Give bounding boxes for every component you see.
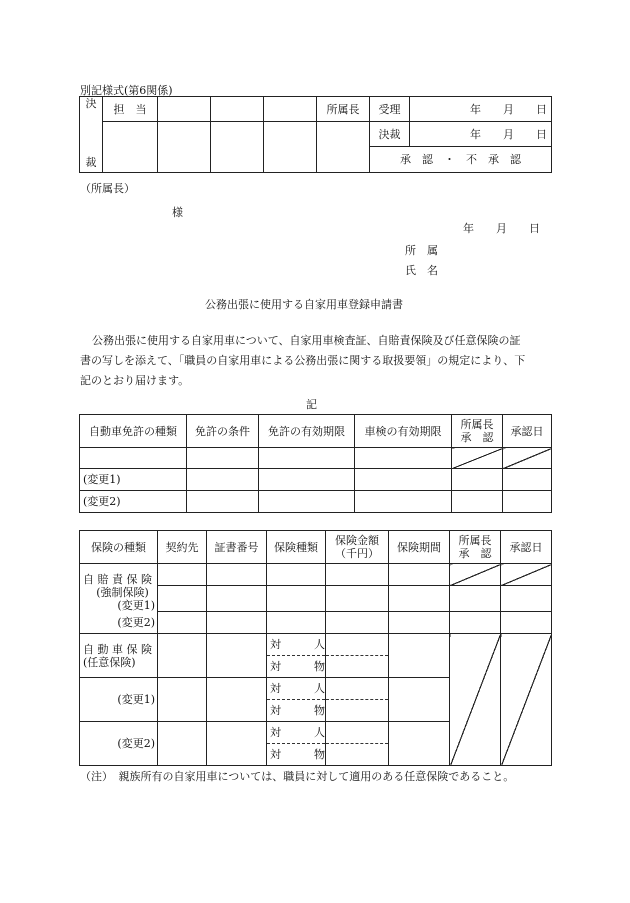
taijin-amount	[326, 722, 389, 744]
table-cell	[389, 564, 450, 586]
header-amount-unit: （千円）	[335, 547, 379, 560]
approval-stamp	[211, 122, 264, 173]
body-line-3: 記のとおり届けます。	[80, 374, 190, 387]
header-license-expiry: 免許の有効期限	[259, 415, 355, 448]
header-license-condition: 免許の条件	[187, 415, 259, 448]
form-label: 別記様式(第6関係)	[80, 84, 173, 97]
taijin-amount	[326, 634, 389, 656]
header-amount-label: 保険金額	[335, 534, 379, 547]
table-cell	[501, 586, 552, 612]
header-shonin-date: 承認日	[501, 531, 552, 564]
shozoku-label: 所 属	[405, 244, 438, 257]
body-line-2: 書の写しを添えて、「職員の自家用車による公務出張に関する取扱要領」の規定により、下	[80, 354, 526, 367]
addressee-sama: 様	[172, 206, 183, 219]
table-cell	[452, 469, 503, 491]
table-cell	[207, 586, 267, 612]
table-cell	[207, 564, 267, 586]
table-cell	[207, 678, 267, 722]
tanto-stamp	[103, 122, 158, 173]
taijin-amount	[326, 678, 389, 700]
taibutsu-amount	[326, 656, 389, 678]
taibutsu-label: 対 物	[267, 744, 326, 766]
table-cell	[389, 612, 450, 634]
approval-stamp	[158, 122, 211, 173]
jidosha-label	[80, 634, 158, 678]
header-inspection-expiry: 車検の有効期限	[355, 415, 452, 448]
table-cell	[207, 612, 267, 634]
license-row-label	[80, 448, 187, 469]
diagonal-cell	[450, 634, 501, 766]
juri-label: 受理	[370, 97, 410, 122]
table-cell	[259, 469, 355, 491]
header-insurance-type: 保険の種類	[80, 531, 158, 564]
taibutsu-label: 対 物	[267, 700, 326, 722]
header-license-type: 自動車免許の種類	[80, 415, 187, 448]
juri-date: 年 月 日	[410, 97, 552, 122]
diagonal-cell	[452, 448, 503, 469]
table-cell	[501, 612, 552, 634]
diagonal-cell	[503, 448, 552, 469]
table-cell	[158, 678, 207, 722]
table-cell	[326, 586, 389, 612]
jibaiseki-henko1: (変更1)	[117, 598, 155, 612]
header-shozokucho-shonin	[450, 531, 501, 564]
jidosha-henko1: (変更1)	[80, 678, 158, 722]
header-shonin: 承 認	[460, 431, 494, 444]
diagonal-cell	[501, 634, 552, 766]
table-cell	[389, 678, 450, 722]
taijin-label: 対 人	[267, 722, 326, 744]
table-cell	[187, 469, 259, 491]
shozokucho-label: 所属長	[317, 97, 370, 122]
jibaiseki-kyosei: (強制保険)	[96, 585, 149, 599]
header-shozokucho-shonin	[452, 415, 503, 448]
kessai-label: 決裁	[370, 122, 410, 147]
license-row-label: (変更2)	[80, 491, 187, 513]
jibaiseki-label-1: 自 賠 責 保 険	[80, 564, 158, 586]
table-cell	[259, 491, 355, 513]
table-cell	[207, 722, 267, 766]
table-cell	[187, 491, 259, 513]
taijin-label: 対 人	[267, 678, 326, 700]
kessai-date: 年 月 日	[410, 122, 552, 147]
header-shozokucho: 所属長	[460, 418, 494, 431]
table-cell	[355, 491, 452, 513]
taibutsu-amount	[326, 700, 389, 722]
table-cell	[503, 469, 552, 491]
header-insurance-period: 保険期間	[389, 531, 450, 564]
table-cell	[452, 491, 503, 513]
tanto-label: 担 当	[103, 97, 158, 122]
table-cell	[389, 722, 450, 766]
table-cell	[267, 586, 326, 612]
approval-cell	[264, 97, 317, 122]
license-table	[79, 414, 552, 513]
jidosha-henko2: (変更2)	[80, 722, 158, 766]
jidosha-label-1: 自 動 車 保 険	[83, 642, 152, 656]
footnote: （注） 親族所有の自家用車については、職員に対して適用のある任意保険であること。	[80, 770, 515, 783]
table-cell	[450, 612, 501, 634]
diagonal-cell	[450, 564, 501, 586]
taibutsu-label: 対 物	[267, 656, 326, 678]
table-cell	[187, 448, 259, 469]
body-line-1: 公務出張に使用する自家用車について、自家用車検査証、自賠責保険及び任意保険の証	[92, 334, 521, 347]
table-cell	[158, 722, 207, 766]
header-contractor: 契約先	[158, 531, 207, 564]
addressee-shozokucho: （所属長）	[80, 182, 135, 195]
insurance-table	[79, 530, 552, 766]
taijin-label: 対 人	[267, 634, 326, 656]
approval-cell	[158, 97, 211, 122]
table-cell	[389, 586, 450, 612]
table-cell	[267, 564, 326, 586]
application-date: 年 月 日	[463, 222, 540, 235]
jidosha-label-2: (任意保険)	[83, 655, 136, 669]
table-cell	[355, 469, 452, 491]
table-cell	[158, 612, 207, 634]
approval-stamp	[264, 122, 317, 173]
shonin-choice: 承 認 ・ 不 承 認	[370, 147, 552, 173]
table-cell	[389, 634, 450, 678]
table-cell	[503, 491, 552, 513]
kessai-top-label: 決	[80, 97, 103, 122]
approval-cell	[211, 97, 264, 122]
header-shonin-date: 承認日	[503, 415, 552, 448]
approval-table	[79, 96, 552, 173]
table-cell	[355, 448, 452, 469]
table-cell	[326, 612, 389, 634]
shozokucho-stamp	[317, 122, 370, 173]
kessai-bottom-label: 裁	[80, 122, 103, 173]
header-insured-amount	[326, 531, 389, 564]
table-cell	[326, 564, 389, 586]
diagonal-cell	[501, 564, 552, 586]
header-shonin: 承 認	[458, 547, 492, 560]
table-cell	[207, 634, 267, 678]
table-cell	[259, 448, 355, 469]
taibutsu-amount	[326, 744, 389, 766]
table-cell	[267, 612, 326, 634]
header-certificate-no: 証書番号	[207, 531, 267, 564]
license-row-label: (変更1)	[80, 469, 187, 491]
page-title: 公務出張に使用する自家用車登録申請書	[205, 298, 403, 311]
shimei-label: 氏 名	[405, 264, 438, 277]
ki-label: 記	[306, 398, 317, 411]
table-cell	[158, 634, 207, 678]
header-shozokucho: 所属長	[458, 534, 492, 547]
jibaiseki-henko2: (変更2)	[80, 612, 158, 634]
table-cell	[158, 586, 207, 612]
table-cell	[450, 586, 501, 612]
table-cell	[158, 564, 207, 586]
jibaiseki-label-2	[80, 586, 158, 612]
header-insurance-kind: 保険種類	[267, 531, 326, 564]
